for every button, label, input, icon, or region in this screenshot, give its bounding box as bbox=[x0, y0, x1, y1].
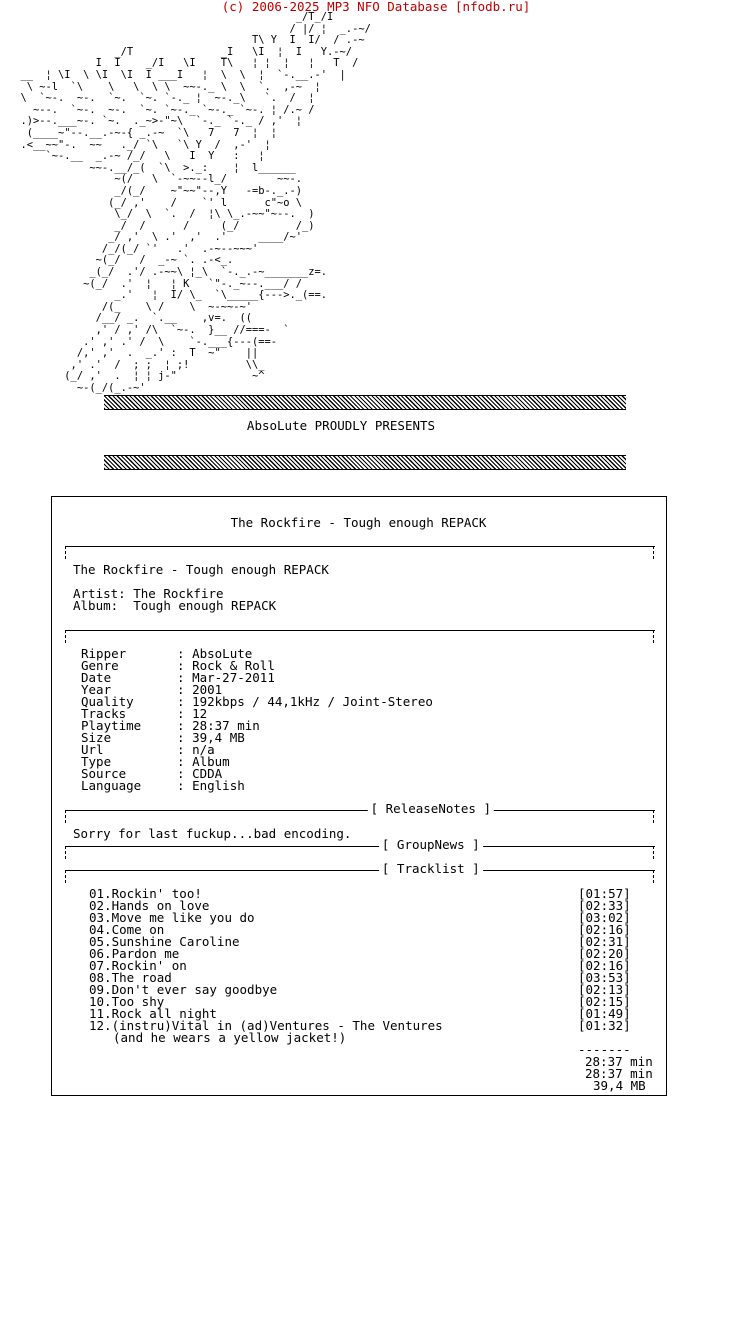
track-title: 11.Rock all night bbox=[89, 1006, 217, 1021]
info-value: English bbox=[192, 778, 245, 793]
track-time: [02:33] bbox=[578, 898, 631, 913]
info-key: Tracks bbox=[81, 706, 127, 721]
artist-value: The Rockfire bbox=[133, 586, 224, 601]
eagle-ascii-art: _/T_/I / |/ ¦ _.-~/ T\ Y I I/ / .-~ _/T _I \I ¦ I Y.-~/ I I _/I \I T\ ¦ ¦ ¦ ¦ T / __ ¦ \I \ \I \I I ___I ¦ \ \ ¦ `-.__.-' | \ ~-l `\ \ \ \ \ ~~-._ \ \ `. ,-~ ¦ \ `~-. ~-. `~. `~. `-._ ¦ ~-._\ `. / ¦ ~--. `~-. ~-. `~. `~-._ `~-._ `~-. ¦ /.~ / .)>--.___~-. `~. ._~>-"~\ `-._ `-._ / ,' ¦ (____~"--.__.-~-{ _.-~ `\ 7 7 ¦ ¦ .<__~~"-. ~~ ._/ `\ `\ Y / ,-' ¦ `~-.__ _.-~ /_/ \ I Y : ¦ ~~-.__/_( `\ >._: ¦ l______ ~(/ \ `-~~--l_/ ~~-. _/(_/ ~"~~"--,Y -=b-._.-) (_/ ,' / `' l c"~o \ \_/ \ `. / ¦\ \_.-~~"~--. ) _/ / / (_/ /_) _/ ,' \ .' ,' .' ____/~' /_/(_/ `' .' .-~--~~~' ~(_/ / _-~ `. .-<_. _(_/ .'/ .-~~\ ¦_\ `-._.-~_______z=. ~(_/ .' ¦ ¦ K `"-._~--.___/ / _.' ¦ I/ \_ `\_____{--->._(==. /(_ \ / \ ~-~~-~' /__/ _. `.__ ,v=. (( ,' / ,' /\ `~-. }__ //===- ` .' ,' .' / \ `-.___{---(==- /,' ,' . _.' : T ~" || ,' .' / ; ; ¦ ;! \\_ (_/ ,' . ¦ ¦ j-" ~^ ~-(_/(_.-~' bbox=[20, 11, 371, 394]
track-title: 05.Sunshine Caroline bbox=[89, 934, 240, 949]
info-key: Size bbox=[81, 730, 112, 745]
info-value: Album bbox=[192, 754, 230, 769]
info-separator: : bbox=[177, 682, 193, 697]
info-separator: : bbox=[177, 694, 193, 709]
info-key: Url bbox=[81, 742, 104, 757]
album-label: Album: bbox=[73, 598, 126, 613]
info-key: Ripper bbox=[81, 646, 127, 661]
info-value: 39,4 MB bbox=[192, 730, 245, 745]
info-separator: : bbox=[177, 718, 193, 733]
divider-1 bbox=[65, 542, 655, 554]
hatch-bar-bottom bbox=[104, 455, 626, 470]
album-row bbox=[73, 600, 276, 612]
releasenotes-label: [ ReleaseNotes ] bbox=[368, 803, 494, 815]
total-rule: ------- bbox=[578, 1042, 631, 1057]
total-playtime-1: 28:37 min bbox=[585, 1054, 653, 1069]
info-key: Date bbox=[81, 670, 112, 685]
info-row bbox=[81, 696, 433, 708]
track-title: 09.Don't ever say goodbye bbox=[89, 982, 278, 997]
album-value: Tough enough REPACK bbox=[133, 598, 277, 613]
track-time: [03:53] bbox=[578, 970, 631, 985]
track-time: [01:57] bbox=[578, 886, 631, 901]
info-row bbox=[81, 780, 245, 792]
groupnews-label: [ GroupNews ] bbox=[379, 839, 483, 851]
info-key: Quality bbox=[81, 694, 134, 709]
total-playtime-2: 28:37 min bbox=[585, 1066, 653, 1081]
info-separator: : bbox=[177, 670, 193, 685]
info-separator: : bbox=[177, 742, 193, 757]
track-title: 04.Come on bbox=[89, 922, 165, 937]
release-notes-text: Sorry for last fuckup...bad encoding. bbox=[73, 826, 352, 841]
track-title: 06.Pardon me bbox=[89, 946, 180, 961]
info-value: 2001 bbox=[192, 682, 223, 697]
track-title: 01.Rockin' too! bbox=[89, 886, 202, 901]
track-title: 08.The road bbox=[89, 970, 172, 985]
nfo-box bbox=[51, 496, 667, 1096]
info-key: Genre bbox=[81, 658, 119, 673]
track-time: [01:32] bbox=[578, 1018, 631, 1033]
info-value: 192kbps / 44,1kHz / Joint-Stereo bbox=[192, 694, 433, 709]
track-title: 07.Rockin' on bbox=[89, 958, 187, 973]
info-value: 12 bbox=[192, 706, 208, 721]
track-time: [02:20] bbox=[578, 946, 631, 961]
info-key: Playtime bbox=[81, 718, 142, 733]
hatch-bar-top bbox=[104, 395, 626, 410]
divider-2 bbox=[65, 626, 655, 638]
track-time: [03:02] bbox=[578, 910, 631, 925]
tracklist-label: [ Tracklist ] bbox=[379, 863, 483, 875]
info-value: AbsoLute bbox=[192, 646, 253, 661]
info-separator: : bbox=[177, 646, 193, 661]
artist-label: Artist: bbox=[73, 586, 126, 601]
groupnews-divider bbox=[65, 837, 655, 854]
info-row bbox=[81, 732, 245, 744]
release-line: The Rockfire - Tough enough REPACK bbox=[73, 562, 329, 577]
track-title: 10.Too shy bbox=[89, 994, 165, 1009]
track-time: [02:15] bbox=[578, 994, 631, 1009]
track12-note: (and he wears a yellow jacket!) bbox=[113, 1030, 347, 1045]
total-size: 39,4 MB bbox=[593, 1078, 646, 1093]
track-time: [02:16] bbox=[578, 958, 631, 973]
nfodb-credit[interactable]: (c) 2006-2025 MP3 NFO Database [nfodb.ru] bbox=[221, 0, 531, 14]
info-separator: : bbox=[177, 730, 193, 745]
info-key: Year bbox=[81, 682, 112, 697]
info-separator: : bbox=[177, 778, 193, 793]
track-time: [02:31] bbox=[578, 934, 631, 949]
track-time: [02:13] bbox=[578, 982, 631, 997]
info-value: 28:37 min bbox=[192, 718, 260, 733]
info-key: Language bbox=[81, 778, 142, 793]
info-value: n/a bbox=[192, 742, 215, 757]
info-value: Mar-27-2011 bbox=[192, 670, 275, 685]
info-separator: : bbox=[177, 658, 193, 673]
releasenotes-divider bbox=[65, 801, 655, 818]
track-title: 02.Hands on love bbox=[89, 898, 210, 913]
info-key: Type bbox=[81, 754, 112, 769]
info-value: Rock & Roll bbox=[192, 658, 275, 673]
info-separator: : bbox=[177, 766, 193, 781]
track-title: 12.(instru)Vital in (ad)Ventures - The Ventures bbox=[89, 1018, 443, 1033]
nfo-header-title: The Rockfire - Tough enough REPACK bbox=[230, 515, 487, 530]
info-separator: : bbox=[177, 706, 193, 721]
info-value: CDDA bbox=[192, 766, 223, 781]
presents-text: AbsoLute PROUDLY PRESENTS bbox=[246, 418, 436, 433]
info-key: Source bbox=[81, 766, 127, 781]
info-separator: : bbox=[177, 754, 193, 769]
tracklist-divider bbox=[65, 861, 655, 878]
track-time: [01:49] bbox=[578, 1006, 631, 1021]
track-title: 03.Move me like you do bbox=[89, 910, 255, 925]
track-time: [02:16] bbox=[578, 922, 631, 937]
